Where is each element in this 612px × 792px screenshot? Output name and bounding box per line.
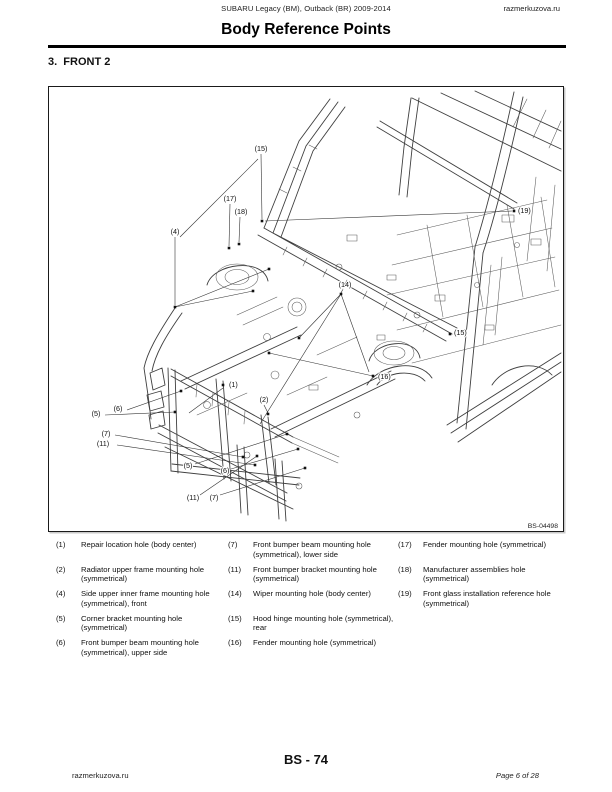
legend-column-3 (398, 540, 570, 614)
leader-line (341, 289, 343, 293)
callout-target-dot (252, 290, 255, 293)
callout-target-dot (297, 448, 300, 451)
legend-item-text: Wiper mounting hole (body center) (253, 589, 371, 598)
callout-target-dot (268, 352, 271, 355)
legend-item (228, 589, 400, 614)
legend-item-number: (6) (56, 638, 66, 647)
leader-line (175, 291, 253, 307)
callout-target-dot (268, 268, 271, 271)
callout-target-dot (238, 243, 241, 246)
callout-target-dot (372, 375, 375, 378)
callout-label: (18) (234, 207, 248, 216)
callout-label: (11) (96, 439, 110, 448)
legend-item (228, 638, 400, 663)
callout-label: (14) (338, 280, 352, 289)
callout-target-dot (180, 390, 183, 393)
legend-item-text: Fender mounting hole (symmetrical) (423, 540, 547, 549)
legend-item-text: Front bumper beam mounting hole (symmetrical), upper side (81, 638, 199, 657)
callout-target-dot (513, 210, 516, 213)
leader-line (127, 391, 181, 410)
callout-target-dot (286, 433, 289, 436)
callout-target-dot (256, 455, 259, 458)
body-wireframe-illustration (49, 87, 563, 531)
footer-page-code: BS - 74 (283, 752, 329, 767)
legend-item (398, 540, 570, 565)
legend-item (56, 589, 221, 614)
callout-label: (2) (259, 395, 269, 404)
car-body-structure (144, 91, 561, 521)
callout-label: (1) (229, 380, 238, 389)
legend-item-text: Front glass installation reference hole (symmetrical) (423, 589, 551, 608)
legend-item (56, 540, 221, 565)
callout-target-dot (174, 306, 177, 309)
legend-item-number: (7) (228, 540, 238, 549)
leader-line (260, 294, 341, 424)
title-rule (48, 45, 566, 48)
callout-label: (4) (170, 227, 180, 236)
callout-label: (6) (113, 404, 123, 413)
leader-line (239, 217, 240, 242)
legend-item-number: (16) (228, 638, 242, 647)
legend-item-text: Side upper inner frame mounting hole (symmetrical), front (81, 589, 210, 608)
footer-watermark: razmerkuzova.ru (72, 771, 129, 780)
legend-item (56, 614, 221, 639)
legend-item (56, 565, 221, 590)
legend-item-number: (11) (228, 564, 242, 574)
legend-item-number: (4) (56, 589, 66, 598)
legend-item-text: Hood hinge mounting hole (symmetrical), rear (253, 613, 394, 633)
callout-target-dot (304, 467, 307, 470)
legend-item-number: (5) (56, 613, 66, 623)
legend-item-number: (1) (56, 540, 66, 549)
figure-code: BS-04498 (527, 523, 558, 531)
leader-line (231, 449, 298, 469)
leader-line (175, 269, 269, 307)
legend-item-number: (15) (228, 613, 242, 623)
leader-line (220, 468, 305, 495)
callout-layer (92, 144, 531, 502)
callout-target-dot (298, 337, 301, 340)
legend-item (228, 540, 400, 565)
legend-item (56, 638, 221, 663)
legend-item-text: Corner bracket mounting hole (symmetrical) (81, 613, 183, 633)
callout-target-dot (228, 247, 231, 250)
footer-page-number: Page 6 of 28 (495, 771, 539, 780)
legend-item-text: Repair location hole (body center) (81, 540, 197, 549)
callout-label: (7) (101, 429, 111, 438)
callout-target-dot (449, 333, 452, 336)
callout-label: (6) (220, 466, 230, 475)
legend-item (228, 614, 400, 639)
callout-label: (5) (183, 461, 193, 470)
callout-target-dot (174, 411, 177, 414)
section-heading: 3. FRONT 2 (48, 56, 111, 68)
callout-label: (19) (518, 206, 531, 215)
car-body-details (196, 99, 561, 489)
legend-item-text: Front bumper beam mounting hole (symmetrical), lower side (253, 540, 371, 559)
leader-line (229, 204, 230, 246)
legend-item (228, 565, 400, 590)
leader-line (299, 294, 341, 338)
header-model-line: SUBARU Legacy (BM), Outback (BR) 2009-2014 (221, 4, 391, 13)
callout-target-dot (340, 293, 343, 296)
body-diagram-figure (48, 86, 564, 532)
legend-item-text: Fender mounting hole (symmetrical) (253, 638, 377, 647)
legend-item-text: Radiator upper frame mounting hole (symmetrical) (81, 564, 205, 584)
callout-label: (17) (223, 194, 237, 203)
legend-item-number: (18) (398, 564, 412, 574)
callout-label: (11) (186, 493, 200, 502)
leader-line (180, 159, 258, 237)
legend-item-number: (19) (398, 589, 412, 598)
legend-item (398, 589, 570, 614)
legend-item (398, 565, 570, 590)
legend-column-2 (228, 540, 400, 663)
callout-target-dot (267, 413, 270, 416)
callout-target-dot (242, 456, 245, 459)
legend-item-text: Manufacturer assemblies hole (symmetrical) (423, 564, 526, 584)
callout-label: (15) (454, 328, 467, 337)
leader-line (269, 353, 373, 376)
legend-column-1 (56, 540, 221, 663)
page-title: Body Reference Points (221, 21, 391, 38)
callout-label: (15) (254, 144, 268, 153)
leader-line (265, 211, 512, 221)
callout-target-dot (254, 464, 257, 467)
callout-label: (16) (378, 372, 391, 381)
leader-line (341, 294, 369, 372)
leader-line (261, 154, 262, 219)
legend-item-number: (17) (398, 540, 412, 549)
legend-item-number: (14) (228, 589, 242, 598)
leader-line (264, 405, 268, 413)
legend-item-text: Front bumper bracket mounting hole (symmetrical) (253, 564, 377, 584)
callout-target-dot (261, 220, 264, 223)
header-watermark: razmerkuzova.ru (503, 4, 560, 13)
callout-label: (7) (209, 493, 219, 502)
legend-item-number: (2) (56, 564, 66, 574)
callout-target-dot (222, 384, 225, 387)
callout-label: (5) (91, 409, 101, 418)
